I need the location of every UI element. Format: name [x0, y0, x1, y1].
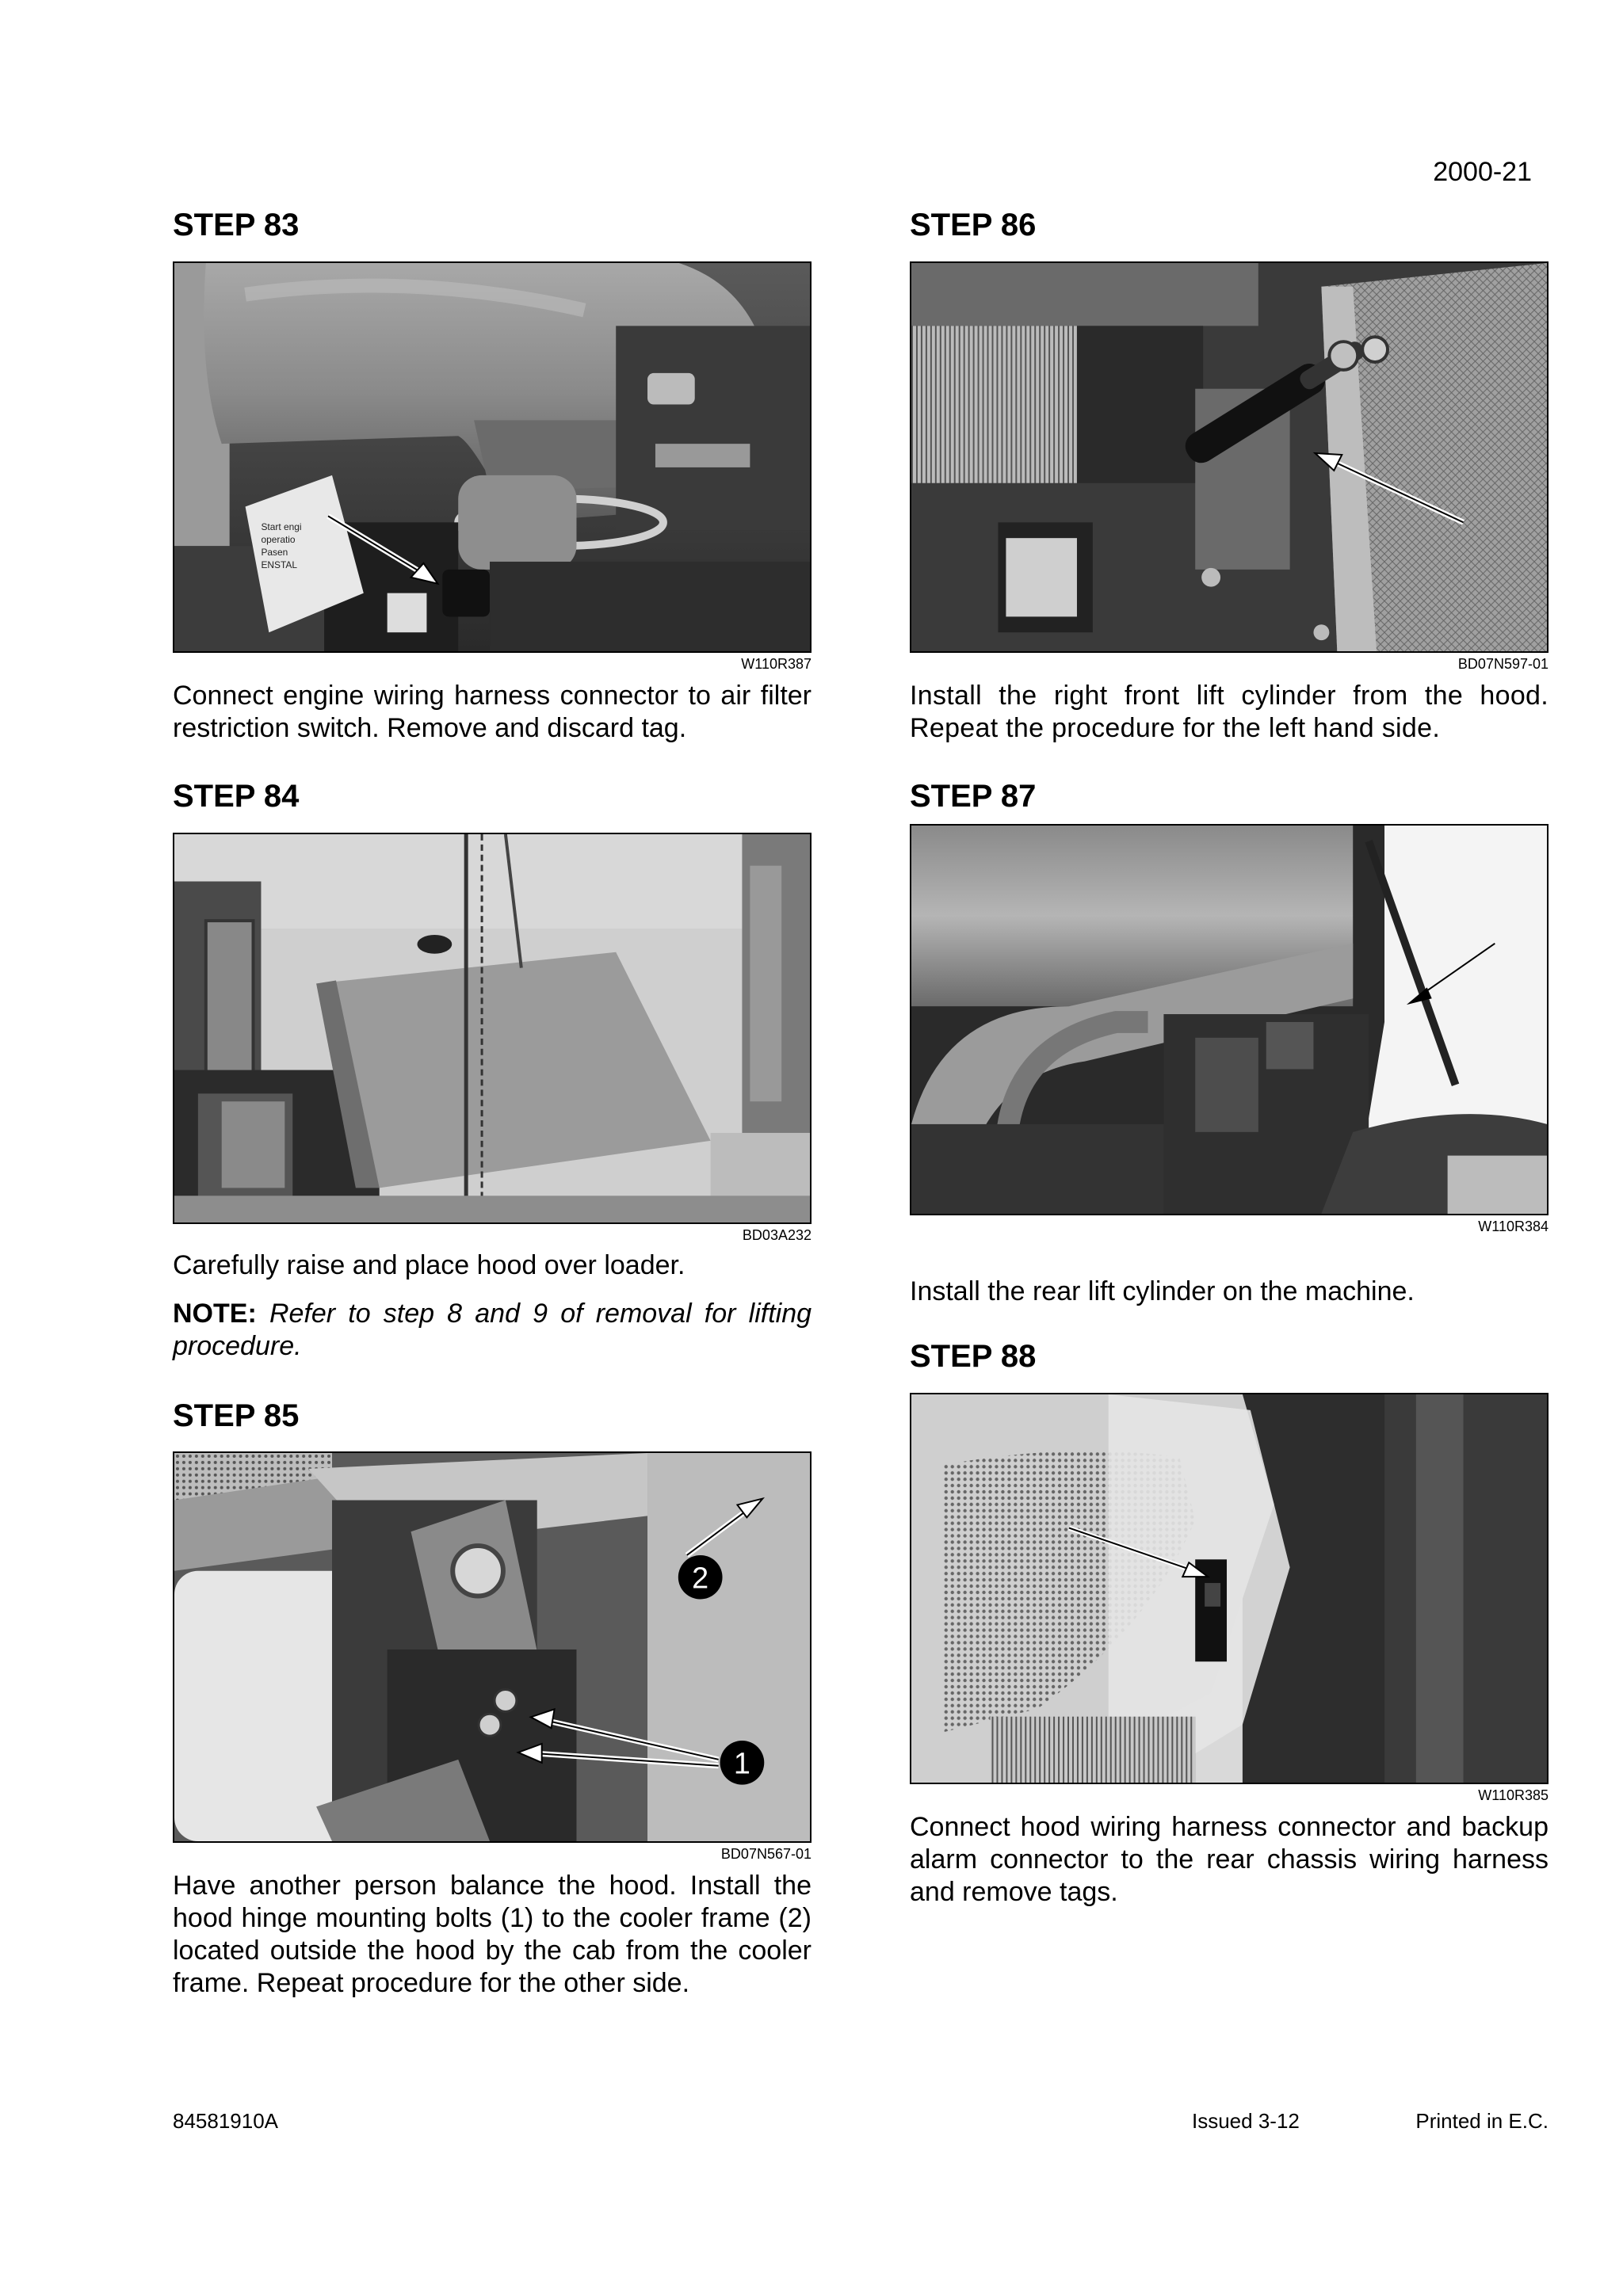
- page-reference: 2000-21: [1433, 157, 1532, 187]
- step-87-title: STEP 87: [910, 779, 1037, 814]
- footer-printed: Printed in E.C.: [1415, 2109, 1549, 2133]
- footer-issued: Issued 3-12: [1192, 2109, 1300, 2133]
- step-84-title: STEP 84: [173, 779, 300, 814]
- step-85-photo: [173, 1451, 812, 1843]
- step-85-caption: Have another person balance the hood. Install the hood hinge mounting bolts (1) to the cooler frame (2) located outside the hood by the cab from the cooler frame. Repeat procedure for the other side.: [173, 1871, 812, 1998]
- step-83-photo: [173, 261, 812, 653]
- note-label: NOTE:: [173, 1299, 257, 1329]
- step-83-caption: Connect engine wiring harness connector to air filter restriction switch. Remove and discard tag.: [173, 681, 812, 743]
- step-87-photo: [910, 824, 1549, 1215]
- step-87-caption: Install the rear lift cylinder on the machine.: [910, 1276, 1415, 1306]
- step-86-image-code: BD07N597-01: [1457, 656, 1549, 672]
- tag-line-4: ENSTAL: [261, 559, 297, 570]
- step-84-note: [173, 1298, 812, 1363]
- footer-doc-number: 84581910A: [173, 2109, 279, 2133]
- step-88-photo: [910, 1393, 1549, 1784]
- step-83-title: STEP 83: [173, 208, 300, 242]
- step-84-image-code: BD03A232: [742, 1227, 812, 1243]
- step-86-caption: Install the right front lift cylinder from the hood. Repeat the procedure for the left hand side.: [910, 681, 1549, 743]
- callout-2: 2: [692, 1561, 709, 1595]
- tag-line-1: Start engi: [261, 521, 302, 533]
- step-84-caption: Carefully raise and place hood over loader.: [173, 1250, 685, 1280]
- step-83-image-code: W110R387: [741, 656, 812, 672]
- step-88-image-code: W110R385: [1478, 1787, 1549, 1803]
- step-84-photo: [173, 833, 812, 1224]
- step-88-caption: Connect hood wiring harness connector and backup alarm connector to the rear chassis wiring harness and remove tags.: [910, 1812, 1549, 1907]
- callout-1: 1: [733, 1746, 750, 1780]
- step-86-photo: [910, 261, 1549, 653]
- note-text: Refer to step 8 and 9 of removal for lifting procedure.: [173, 1299, 812, 1361]
- step-85-image-code: BD07N567-01: [720, 1846, 812, 1862]
- step-86-title: STEP 86: [910, 208, 1037, 242]
- step-88-title: STEP 88: [910, 1339, 1037, 1374]
- tag-line-3: Pasen: [261, 547, 288, 558]
- tag-line-2: operatio: [261, 534, 296, 546]
- step-85-title: STEP 85: [173, 1398, 300, 1433]
- step-87-image-code: W110R384: [1478, 1219, 1549, 1234]
